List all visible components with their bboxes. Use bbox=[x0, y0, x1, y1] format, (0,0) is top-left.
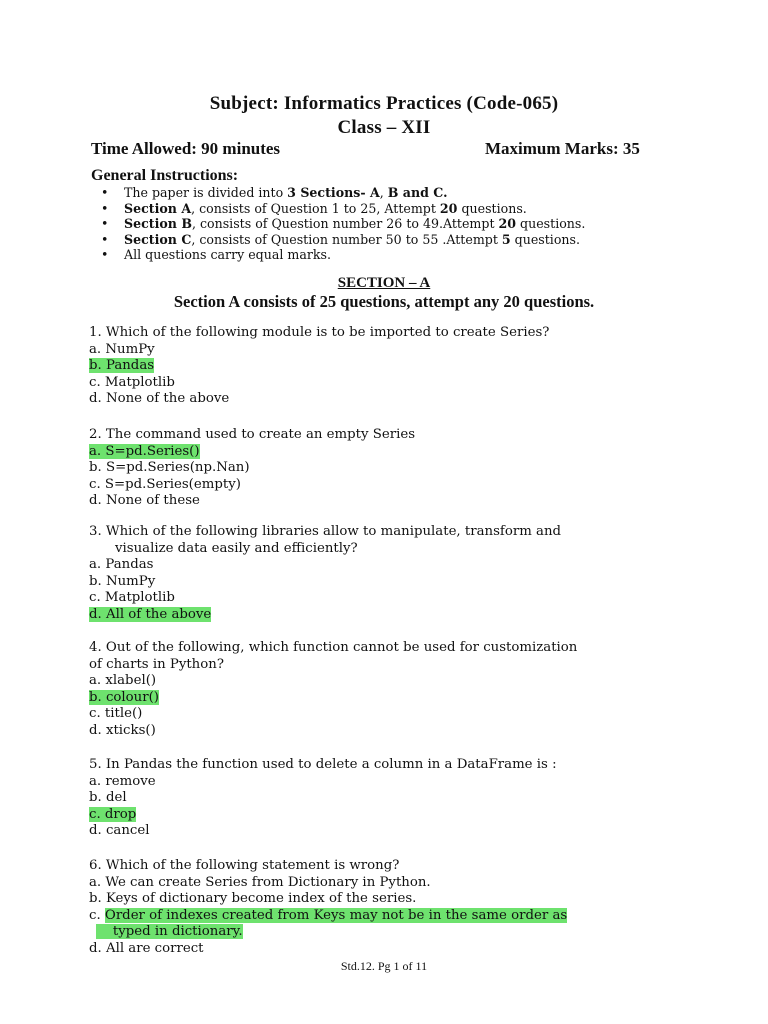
option-b-answer: b. colour() bbox=[89, 689, 159, 705]
option-c-answer: c. drop bbox=[89, 806, 137, 822]
question-4 bbox=[89, 640, 689, 739]
instruction-text: All questions carry equal marks. bbox=[124, 247, 331, 262]
instruction-item bbox=[100, 185, 700, 201]
instruction-bold: 5 bbox=[501, 231, 511, 247]
option-b-answer: b. Pandas bbox=[89, 358, 155, 373]
question-text: 4. Out of the following, which function cannot be used for customization bbox=[89, 640, 578, 655]
instructions-heading: General Instructions: bbox=[91, 167, 239, 184]
instruction-item bbox=[100, 247, 700, 263]
option-a: a. Pandas bbox=[89, 557, 154, 572]
section-description: Section A consists of 25 questions, attempt any 20 questions. bbox=[173, 292, 595, 311]
option-b: b. NumPy bbox=[89, 573, 156, 589]
option-d: d. None of these bbox=[89, 493, 200, 508]
option-c: c. Matplotlib bbox=[89, 374, 175, 390]
option-a-answer: a. S=pd.Series() bbox=[89, 443, 200, 459]
page-footer: Std.12. Pg 1 of 11 bbox=[340, 959, 428, 973]
instruction-bold: Section B bbox=[124, 216, 192, 231]
instruction-text: , consists of Question number 50 to 55 .Attempt bbox=[191, 231, 502, 247]
instruction-text: The paper is divided into bbox=[124, 185, 288, 200]
instruction-text: questions. bbox=[516, 216, 586, 231]
option-a: a. We can create Series from Dictionary in Python. bbox=[89, 874, 431, 890]
instruction-item bbox=[100, 216, 700, 232]
instruction-text: , consists of Question 1 to 25, Attempt bbox=[191, 200, 440, 216]
question-text-continued: visualize data easily and efficiently? bbox=[115, 540, 358, 556]
instruction-text: , bbox=[379, 185, 388, 200]
option-d-answer: d. All of the above bbox=[89, 606, 212, 622]
option-c-answer: Order of indexes created from Keys may not be in the same order as bbox=[104, 907, 568, 923]
instruction-bold: Section C bbox=[124, 231, 192, 247]
instruction-bold: Section A bbox=[124, 200, 192, 216]
instruction-bold: 20 bbox=[439, 200, 458, 216]
option-c-label: c. bbox=[89, 907, 101, 923]
bullet-icon: • bbox=[101, 216, 109, 231]
question-2 bbox=[89, 427, 689, 510]
bullet-icon: • bbox=[101, 247, 109, 262]
instruction-bold: B and C. bbox=[387, 185, 448, 200]
option-d: d. All are correct bbox=[89, 940, 204, 956]
subject-title: Subject: Informatics Practices (Code-065) bbox=[209, 93, 559, 114]
question-1 bbox=[89, 325, 689, 408]
instruction-text: , consists of Question number 26 to 49.Attempt bbox=[191, 216, 499, 231]
instruction-item bbox=[100, 201, 700, 217]
bullet-icon: • bbox=[101, 231, 109, 247]
option-a: a. remove bbox=[89, 773, 156, 789]
question-text: 5. In Pandas the function used to delete a column in a DataFrame is : bbox=[89, 757, 557, 772]
question-6 bbox=[89, 858, 689, 957]
option-d: d. cancel bbox=[89, 823, 150, 838]
option-c-answer-continued bbox=[96, 924, 243, 939]
option-b: b. Keys of dictionary become index of the series. bbox=[89, 891, 417, 906]
instruction-item bbox=[100, 232, 700, 248]
instructions-list bbox=[100, 185, 700, 263]
option-c-continued-text: typed in dictionary. bbox=[112, 924, 243, 939]
question-text: 6. Which of the following statement is wrong? bbox=[89, 858, 400, 873]
instruction-bold: 3 Sections- A bbox=[287, 185, 380, 200]
question-text: 2. The command used to create an empty Series bbox=[89, 427, 416, 442]
question-text: 3. Which of the following libraries allow to manipulate, transform and bbox=[89, 524, 562, 539]
option-a: a. xlabel() bbox=[89, 673, 157, 688]
instruction-bold: 20 bbox=[498, 216, 517, 231]
class-title: Class – XII bbox=[337, 117, 431, 138]
instruction-text: questions. bbox=[510, 231, 580, 247]
question-3 bbox=[89, 524, 689, 623]
option-c: c. S=pd.Series(empty) bbox=[89, 476, 241, 492]
bullet-icon: • bbox=[101, 200, 109, 216]
maximum-marks: Maximum Marks: 35 bbox=[485, 139, 640, 158]
question-5 bbox=[89, 757, 689, 840]
option-c: c. title() bbox=[89, 706, 143, 721]
section-heading: SECTION – A bbox=[337, 275, 431, 291]
time-allowed: Time Allowed: 90 minutes bbox=[91, 139, 281, 158]
instruction-text: questions. bbox=[457, 200, 527, 216]
bullet-icon: • bbox=[101, 185, 109, 200]
option-a: a. NumPy bbox=[89, 341, 155, 357]
question-text-continued: of charts in Python? bbox=[89, 656, 224, 672]
question-text: 1. Which of the following module is to be imported to create Series? bbox=[89, 325, 550, 340]
option-d: d. None of the above bbox=[89, 391, 230, 406]
option-c: c. Matplotlib bbox=[89, 590, 175, 605]
option-d: d. xticks() bbox=[89, 722, 156, 738]
option-b: b. del bbox=[89, 790, 127, 805]
option-b: b. S=pd.Series(np.Nan) bbox=[89, 460, 250, 475]
